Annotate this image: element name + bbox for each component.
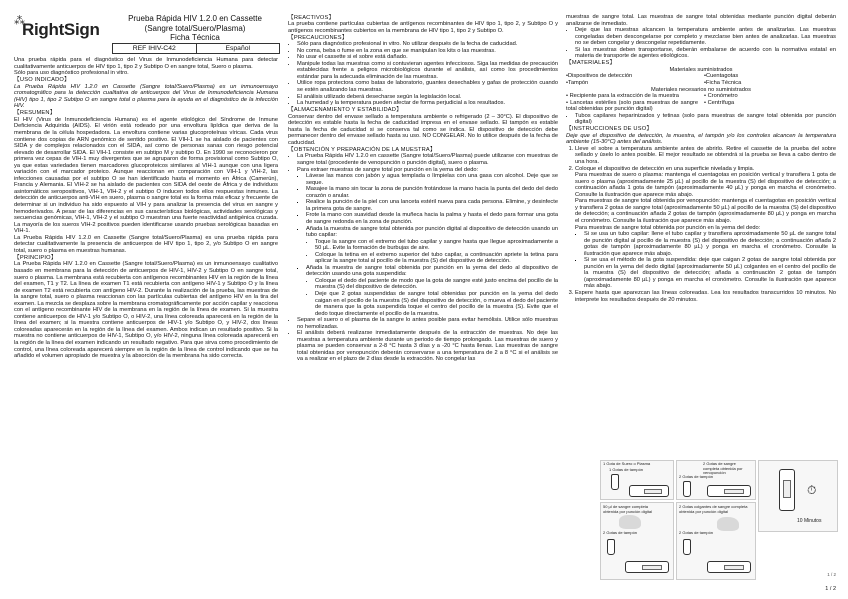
list-item: • Sólo para diagnóstico profesional in vitro. No utilizar después de la fecha de caducidad. xyxy=(297,41,558,48)
gota-sublist xyxy=(288,278,558,317)
step-text: Coloque el dispositivo de detección en una superficie nivelada y limpia. xyxy=(575,165,755,172)
figure-label: 50 µl de sangre completa obtenida por punción digital xyxy=(603,504,652,514)
intro-text-2: Sólo para uso diagnóstico profesional in vitro. xyxy=(14,70,129,77)
page-number: 1 / 2 xyxy=(825,586,836,592)
step-item: 3. Espere hasta que aparezcan las líneas coloreadas. Lea los resultados transcurridos 10 minutos. No interprete los resultados después de 20 minutos. xyxy=(575,290,836,303)
list-item: • No usar el cassette si el sobre está dañado. xyxy=(297,54,558,61)
step-item: 1. Lleve el sobre a temperatura ambiente antes de abrirlo. Retire el cassette de la prueba del sobre sellado y úselo lo antes posible. El mejor resultado se obtendrá si la prueba se lleva a cabo dentro de una hora. xyxy=(575,146,836,166)
figure-label: 10 Minutos xyxy=(797,518,822,524)
material-item: • Centrífuga xyxy=(704,99,735,106)
figure-panel-serum xyxy=(600,460,674,500)
material-item: • Lancetas estériles (solo para muestras de sangre total obtenidas por punción digital) xyxy=(566,99,698,113)
instrucciones-intro: Deje que el dispositivo de detección, la muestra, el tampón y/o los controles alcancen la temperatura ambiente (15-30°C) antes del análisis. xyxy=(566,132,836,146)
materials-needed-tail xyxy=(566,113,836,126)
figure-panel-gota xyxy=(676,502,756,580)
uso-text: La Prueba Rápida HIV 1.2.0 en Cassette (Sangre total/Suero/Plasma) es un inmunoensayo cromatográfico para la detección cualitativa de anticuerpos del Virus de Inmunodeficiencia Humana (HIV) tipo 1, tipo 2 Subtipo O en sangre total o plasma para la ayuda en el diagnóstico de la infección HIV. xyxy=(14,83,278,110)
list-item: • Tubos capilares heparinizados y tetinas (solo para muestras de sangre total obtenida por punción digital) xyxy=(575,113,836,126)
capilar-sublist xyxy=(288,239,558,265)
title-line: (Sangre total/Suero/Plasma) xyxy=(144,23,246,33)
cont-list xyxy=(566,27,836,60)
cassette-window xyxy=(724,565,744,570)
list-item: • El análisis deberá realizarse inmediatamente después de la extracción de muestras. No deje las muestras a temperatura ambiente durante un periodo de tiempo prolongado. Las muestras de suero y plasma se pueden conservar a 2-8 °C hasta 3 días y a -20 °C hasta llenas. Las muestras de sangre total obtenidas por venopunción deberán conservarse a una temperatura de 2 a 8 °C si el análisis se va a realizar en el plazo de 2 días desde la extracción. No congelar las xyxy=(297,330,558,363)
heading-almacenamiento: 【ALMACENAMIENTO Y ESTABILIDAD】 xyxy=(288,107,402,114)
cassette-icon xyxy=(629,485,669,497)
obtencion-list xyxy=(288,153,558,173)
list-item: • Coloque el dedo del paciente de modo que la gota de sangre esté justo encima del pocillo de la muestra (S) del dispositivo de detección. xyxy=(315,278,558,291)
list-item: • Deje que las muestras alcancen la temperatura ambiente antes de analizarlas. Las muestras congeladas deben descongelarse por completo y mezclarse bien antes de analizarlas. Las muestras no se deben congelar y descongelar repetidamente. xyxy=(575,27,836,47)
logo-text: RightSign xyxy=(22,20,100,39)
dropper-bottle-icon xyxy=(611,474,619,490)
list-item: • Coloque la tetina en el extremo superior del tubo capilar, a continuación apriete la tetina para aplicar la sangre total al pocillo de la muestra (S) del dispositivo de detección. xyxy=(315,252,558,265)
brand-logo xyxy=(14,14,100,42)
cassette-icon xyxy=(779,469,795,511)
resumen-text: El HIV (Virus de Inmunodeficiencia Humana) es el agente etiológico del Síndrome de Inmune Deficiencia Adquirida (AIDS). El virión está rodeado por una envoltura lipídica que deriva de la membrana de la célula hospedadora. La envoltura contiene varias glucoproteínas víricas. Cada virus contiene dos copias de ARN genómico de sentido positivo. El VIH-1 se ha aislado de pacientes con SIDA y de complejos relacionados con el SIDA, así como de personas sanas con riesgo potencial elevado de desarrollar SIDA. El VIH-1 consiste en subtipo M y subtipo O. En 1990 se reconocieron por primera vez cepas de VIH-1 muy divergentes que se agruparon de forma provisional como Subtipo O, ya que estas variedades tienen marcadores glucoproteicos similares al VIH-1 aunque con una ligera variación con el marcador proteico. Aunque reaccionan en comparación con VIH-1 y VIH-2, las infecciones causadas por el subtipo O se han identificado hasta el momento en África (Camerún), Francia y Alemania. El VIH-2 se ha aislado de pacientes con SIDA del oeste de África y de individuos asintomáticos seropositivos, VIH-1, VIH-2 y el subtipo O inducen todos ellos respuestas inmunes. La detección de anticuerpos anti-VIH en suero, plasma o sangre total es la forma más eficaz y frecuente de determinar si un individuo ha sido expuesto al VIH y para analizar la presencia del virus en sangre y hemoderivados. A pesar de las diferencias en sus características biológicas, actividades serológicas y secuencias genómicas, VIH-1, VIH-2 y el subtipo O muestran una fuerte reactividad antigénica cruzada. La mayoría de los sueros VIH-2 positivos pueden identificarse usando pruebas serológicas basadas en VIH-1. xyxy=(14,116,278,235)
heading-obtencion: 【OBTENCIÓN Y PREPARACIÓN DE LA MUESTRA】 xyxy=(288,146,436,153)
step-digital-text: Para muestras de sangre total obtenida por punción en la yema del dedo: xyxy=(575,224,761,231)
obtencion-sublist xyxy=(288,173,558,238)
list-item: • Si las muestras deben transportarse, deberán embalarse de acuerdo con la normativa estatal en materia de transporte de agentes etiológicos. xyxy=(575,47,836,60)
material-item-text: Cronómetro xyxy=(707,93,738,100)
heading-principio: 【PRINCIPIO】 xyxy=(14,254,57,261)
material-item-text: Recipiente para la extracción de la muestra xyxy=(569,93,679,100)
cassette-window xyxy=(724,489,744,494)
cassette-icon xyxy=(625,561,669,573)
ref-code: REF IHIV-C42 xyxy=(132,45,176,52)
figure-label: 1 Gotas de tampón xyxy=(609,467,644,472)
heading-resumen: 【RESUMEN】 xyxy=(14,110,56,117)
list-item: • La humedad y la temperatura pueden afectar de forma perjudicial a los resultados. xyxy=(297,100,558,107)
list-item: • El análisis utilizado deberá desecharse según la legislación local. xyxy=(297,94,558,101)
cassette-window xyxy=(783,480,791,498)
column-3 xyxy=(566,14,836,303)
logo-mark-icon: ⁂ xyxy=(14,15,25,27)
dropper-bottle-icon xyxy=(683,539,691,555)
footer-code: 1 / 2 xyxy=(827,572,836,577)
cassette-window xyxy=(644,489,662,494)
figure-label: 2 Gotas colgantes de sangre completa obtenida por punción digital xyxy=(679,504,748,514)
material-item: •Dispositivos de detección xyxy=(566,73,633,80)
figure-panel-capilar xyxy=(600,502,674,580)
list-item: ▪ Frote la mano con suavidad desde la muñeca hacia la palma y hasta el dedo para formar una gota de sangre redonda en la zona de punción. xyxy=(306,212,558,225)
reference-box xyxy=(112,43,280,54)
list-item: ▪ Realice la punción de la piel con una lanceta estéril nueva para cada persona. Elimine, y desinfecte la primera gota de sangre. xyxy=(306,199,558,212)
list-item: • Separe el suero o el plasma de la sangre lo antes posible para evitar hemólisis. Utilice sólo muestras no hemolizadas. xyxy=(297,317,558,330)
intro-text: Una prueba rápida para el diagnóstico del Virus de Inmunodeficiencia Humana para detectar cualitativamente anticuerpos de HIV tipo 1, tipo 2 y Subtipo O en sangre total, Suero o plasma. xyxy=(14,57,278,70)
hand-icon xyxy=(717,517,739,531)
heading-materiales: 【MATERIALES】 xyxy=(566,60,616,67)
figure-label: 2 Gotas de tampón xyxy=(679,474,714,479)
list-item: • Para extraer muestras de sangre total por punción en la yema del dedo: xyxy=(297,167,558,174)
title-line: Ficha Técnica xyxy=(170,33,220,42)
materials-needed-title: Materiales necesarios no suministrados xyxy=(651,86,751,93)
principio-text: La Prueba Rápida HIV 1.2.0 en Cassette (Sangre total/Suero/Plasma) es un inmunoensayo cualitativo basado en membrana para la detección de anticuerpos de HIV-1, HIV-2 y Subtipo O en sangre total, suero o plasma. La membrana está recubierta con antígenos recombinantes HIV en la región de la línea del examen, T1 y T2. La línea de examen T1 está recubierta con antígeno HIV-1 y Subtipo O y la línea de examen T2 está recubierta con antígeno HIV-2. Durante la realización de la prueba, las muestras de la sangre total, suero o plasma reaccionan con las partículas cubiertas del antígeno HIV en la tira del examen. La mezcla se desplaza sobre la membrana cromatográficamente por acción capilar y reacciona con el antígeno recombinante HIV de la membrana en la región de la línea de examen. Si la muestra contiene anticuerpos de HIV-1 y/o Subtipo O, o HIV-2, una línea coloreada aparecerá en la región de la línea del examen; si la muestra contiene anticuerpos de HIV-1 y/o Subtipo O, y HIV-2, dos líneas coloreadas aparecerán en la región de la línea del examen. Ambos indican un resultado positivo. Si la muestra no contiene anticuerpos de HIV-1, Subtipo O, y/o HIV-2, ninguna línea coloreada aparecerá en la región de la línea del examen indicando un resultado negativo. Para que sirva como procedimiento de control, una línea coloreada aparecerá siempre en la región de la línea de control indicando que se ha añadido el volumen apropiado de muestra y la absorción de la membrana ha sido correcta. xyxy=(14,261,278,360)
figure-label: 2 Gotas de tampón xyxy=(603,530,638,535)
list-item: ▪ Añada la muestra de sangre total obtenida por punción en la yema del dedo al dispositivo de detección usando una gota suspendida: xyxy=(306,265,558,278)
gota-sublist-heading xyxy=(288,265,558,278)
procedure-illustration xyxy=(600,460,836,578)
step-item xyxy=(575,166,836,290)
heading-precauciones: 【PRECAUCIONES】 xyxy=(288,34,348,41)
figure-panel-timer xyxy=(758,460,838,532)
figure-label: 2 Gotas de tampón xyxy=(679,530,714,535)
list-item: ▪ Si se usa el método de la gota suspendida: deje que caigan 2 gotas de sangre total obtenida por punción en la yema del dedo digital (aproximadamente 50 µL) colgantes en el centro del pocillo de la muestra (S) del dispositivo de detección; añada a continuación 2 gotas de tampón (aproximadamente 80 µL) y ponga en marcha el cronómetro. Consulte la ilustración que aparece más abajo. xyxy=(584,257,836,290)
step-serum-text: Para muestras de suero o plasma: mantenga el cuentagotas en posición vertical y transfiera 1 gota de suero o plasma (aproximadamente 25 µL) al pocillo de la muestra (S) del dispositivo de detección; a continuación añada 1 gota de tampón (aproximadamente 40 µL) y ponga en marcha el cronómetro. Consulte la ilustración que aparece más abajo. xyxy=(575,172,836,198)
column-1 xyxy=(14,57,278,360)
precauciones-list xyxy=(288,41,558,106)
almacenamiento-text: Conservar dentro del envase sellado a temperatura ambiente o refrigerado (2 – 30°C). El dispositivo de detección es estable hasta la fecha de caducidad impresa en el envase sellado. El tampón es estable hasta la fecha de caducidad si se conserva tal como se indica. El dispositivo de detección debe permanecer dentro del envase sellado hasta su uso. NO CONGELAR. No lo utilice después de la fecha de caducidad. xyxy=(288,113,558,146)
heading-reactivos: 【REACTIVOS】 xyxy=(288,14,335,21)
timer-icon: ⏱ xyxy=(807,483,817,497)
language-label: Español xyxy=(196,44,280,53)
cassette-window xyxy=(642,565,662,570)
reactivos-text: La prueba contiene partículas cubiertas de antígenos recombinantes de HIV tipo 1, tipo 2, y Subtipo O y antígenos recombinantes cubiertos en la membrana de HIV tipo 1, tipo 2 y Subtipo O. xyxy=(288,21,558,34)
figure-panel-venopuncion xyxy=(676,460,756,500)
material-item: •Ficha Técnica xyxy=(704,79,742,86)
materials-supplied xyxy=(566,73,836,86)
list-item: ▪ Si se usa un tubo capilar: llene el tubo capilar y transfiera aproximadamente 50 µL de sangre total de punción digital al pocillo de la muestra (S) del dispositivo de detección; a continuación añada 2 gotas de tampón (aproximadamente 80 µL) y ponga en marcha el cronómetro. Consulte la ilustración que aparece más abajo. xyxy=(584,231,836,257)
material-item: •Tampón xyxy=(566,79,589,86)
step-venopuncion-text: Para muestras de sangre total obtenida por venopunción: mantenga el cuentagotas en posición vertical y transfiera 2 gotas de sangre total (aproximadamente 50 µL) al pocillo de la muestra (S) del dispositivo de detección; a continuación añada 2 gotas de tampón (aproximadamente 80 µL) y ponga en marcha el cronómetro. Consulte la ilustración que aparece más abajo. xyxy=(575,198,836,224)
obtencion-tail-list xyxy=(288,317,558,363)
list-item: ▪ Masajee la mano sin tocar la zona de punción frotándose la mano hacia la punta del dedo del dedo corazón o anular. xyxy=(306,186,558,199)
material-item: •Cuentagotas xyxy=(704,73,739,80)
material-item-text: Centrífuga xyxy=(707,99,735,106)
title-line: Prueba Rápida HIV 1.2.0 en Cassette xyxy=(128,14,262,23)
list-item: • Utilice ropa protectora como batas de laboratorio, guantes desechables y gafas de protección cuando se estén analizando las muestras. xyxy=(297,80,558,93)
list-item: • Deje que 2 gotas suspendidas de sangre total obtenidas por punción en la yema del dedo caigan en el pocillo de la muestra (S) del dispositivo de detección, o mueva el dedo del paciente de manera que la gota suspendida toque el centro del pocillo de la muestra (S). Evite que el dedo toque directamente el pocillo de la muestra. xyxy=(315,291,558,317)
figure-label: 2 Gotas de sangre completa obtenida por venopunción xyxy=(703,461,743,475)
dropper-bottle-icon xyxy=(607,539,615,555)
list-item: ▪ Añada la muestra de sangre total obtenida por punción digital al dispositivo de detección usando un tubo capilar: xyxy=(306,226,558,239)
dropper-bottle-icon xyxy=(683,481,691,497)
material-item: • Cronómetro xyxy=(704,93,738,100)
hand-icon xyxy=(619,515,641,529)
list-item: • Toque la sangre con el extremo del tubo capilar y sangre hasta que llegue aproximadamente a 50 µL. Evite la formación de burbujas de aire. xyxy=(315,239,558,252)
cont-text: muestras de sangre total. Las muestras de sangre total obtenidas mediante punción digital deberán analizarse de inmediato. xyxy=(566,14,836,27)
materials-needed xyxy=(566,93,836,113)
cassette-icon xyxy=(707,485,751,497)
digital-methods-list xyxy=(575,231,836,290)
list-item: • No coma, beba o fume en la zona en que se manipulan los kits o las muestras. xyxy=(297,48,558,55)
heading-uso: 【USO INDICADO】 xyxy=(14,77,70,84)
list-item: ▪ Lávese las manos con jabón y agua templada o límpielas con una gasa con alcohol. Deje que se seque. xyxy=(306,173,558,186)
figure-label: 1 Gota de Suero o Plasma xyxy=(603,461,651,466)
material-item: • Recipiente para la extracción de la muestra xyxy=(566,93,679,100)
list-item: • La Prueba Rápida HIV 1.2.0 en cassette (Sangre total/Suero/Plasma) puede utilizarse con muestras de sangre total (procedente de venopunción o punción digital), suero o plasma. xyxy=(297,153,558,166)
steps-list xyxy=(566,146,836,303)
list-item: • Manipule todas las muestras como si contuvieran agentes infecciosos. Siga las medidas de precaución establecidas frente a peligros microbiológicos durante el análisis, así como los procedimientos estándar para la adecuada eliminación de las muestras. xyxy=(297,61,558,81)
heading-instrucciones: 【INSTRUCCIONES DE USO】 xyxy=(566,126,653,133)
resumen-text-2: La Prueba Rápida HIV 1.2.0 en Cassette (Sangre total/Suero/Plasma) es una prueba rápida para detectar cualitativamente la presencia de anticuerpos de HIV tipo 1, tipo 2, y/o Subtipo O en sangre total, suero o plasma en muestras humanas. xyxy=(14,234,278,254)
material-item-text: Lancetas estériles (solo para muestras de sangre total obtenidas por punción digital) xyxy=(566,99,698,113)
cassette-icon xyxy=(707,561,751,573)
document-title xyxy=(112,14,278,43)
materials-supplied-title: Materiales suministrados xyxy=(669,66,733,73)
column-2 xyxy=(288,14,558,363)
